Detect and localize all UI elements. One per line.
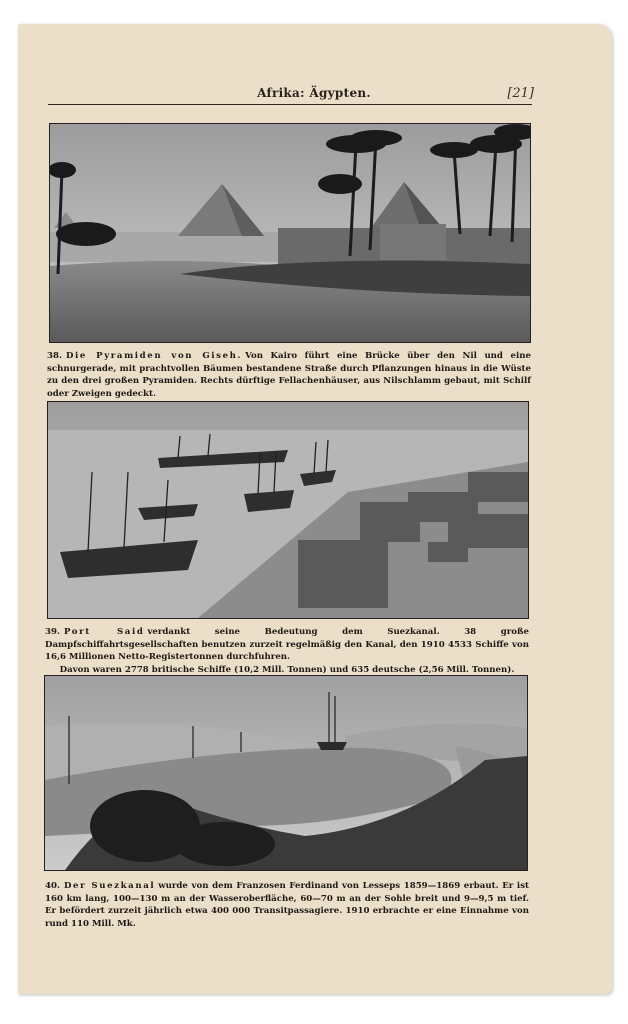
caption-keyword: Port Said — [63, 627, 145, 637]
caption-suez-canal — [45, 880, 529, 930]
caption-keyword: Der Suezkanal — [63, 881, 156, 891]
caption-keyword: Die Pyramiden von Giseh. — [65, 351, 243, 361]
caption-number: 40. — [45, 881, 60, 891]
caption-text: wurde von dem Franzosen Ferdinand von Lesseps 1859—1869 erbaut. Er ist 160 km lang, 100—130 m an der Wasseroberfläche, 60—70 m an der Sohle breit und 9—9,5 m tief. Er befördert zurzeit jährlich etwa 400 000 Transitpassagiere. 1910 erbrachte er eine Einnahme von rund 110 Mill. Mk. — [45, 881, 529, 929]
header-rule — [48, 104, 532, 105]
caption-number: 39. — [45, 627, 60, 637]
page-number: [21] — [507, 86, 534, 101]
photo-pyramids — [49, 123, 531, 343]
page-header-title: Afrika: Ägypten. — [257, 86, 371, 100]
photo-port-said — [47, 401, 529, 619]
caption-port-said — [45, 626, 529, 676]
photo-suez-canal — [44, 675, 528, 871]
caption-text: verdankt seine Bedeutung dem Suezkanal. 38 große Dampfschiffahrtsgesellschaften benutzen zurzeit regelmäßig den Kanal, den 1910 4533 Schiffe von 16,6 Millionen Netto-Registertonnen durchfuhren. — [45, 627, 529, 663]
caption-text-last: Davon waren 2778 britische Schiffe (10,2 Mill. Tonnen) und 635 deutsche (2,56 Mill. Tonnen). — [59, 664, 515, 675]
caption-number: 38. — [47, 351, 62, 361]
caption-pyramids — [47, 350, 531, 400]
caption-text: Von Kairo führt eine Brücke über den Nil und eine schnurgerade, mit prachtvollen Bäumen bestandene Straße durch Pflanzungen hinaus in die Wüste zu den drei großen Pyramiden. Rechts dürftige Fellachenhäuser, aus Nilschlamm gebaut, mit Schilf oder Zweigen gedeckt. — [47, 351, 531, 399]
